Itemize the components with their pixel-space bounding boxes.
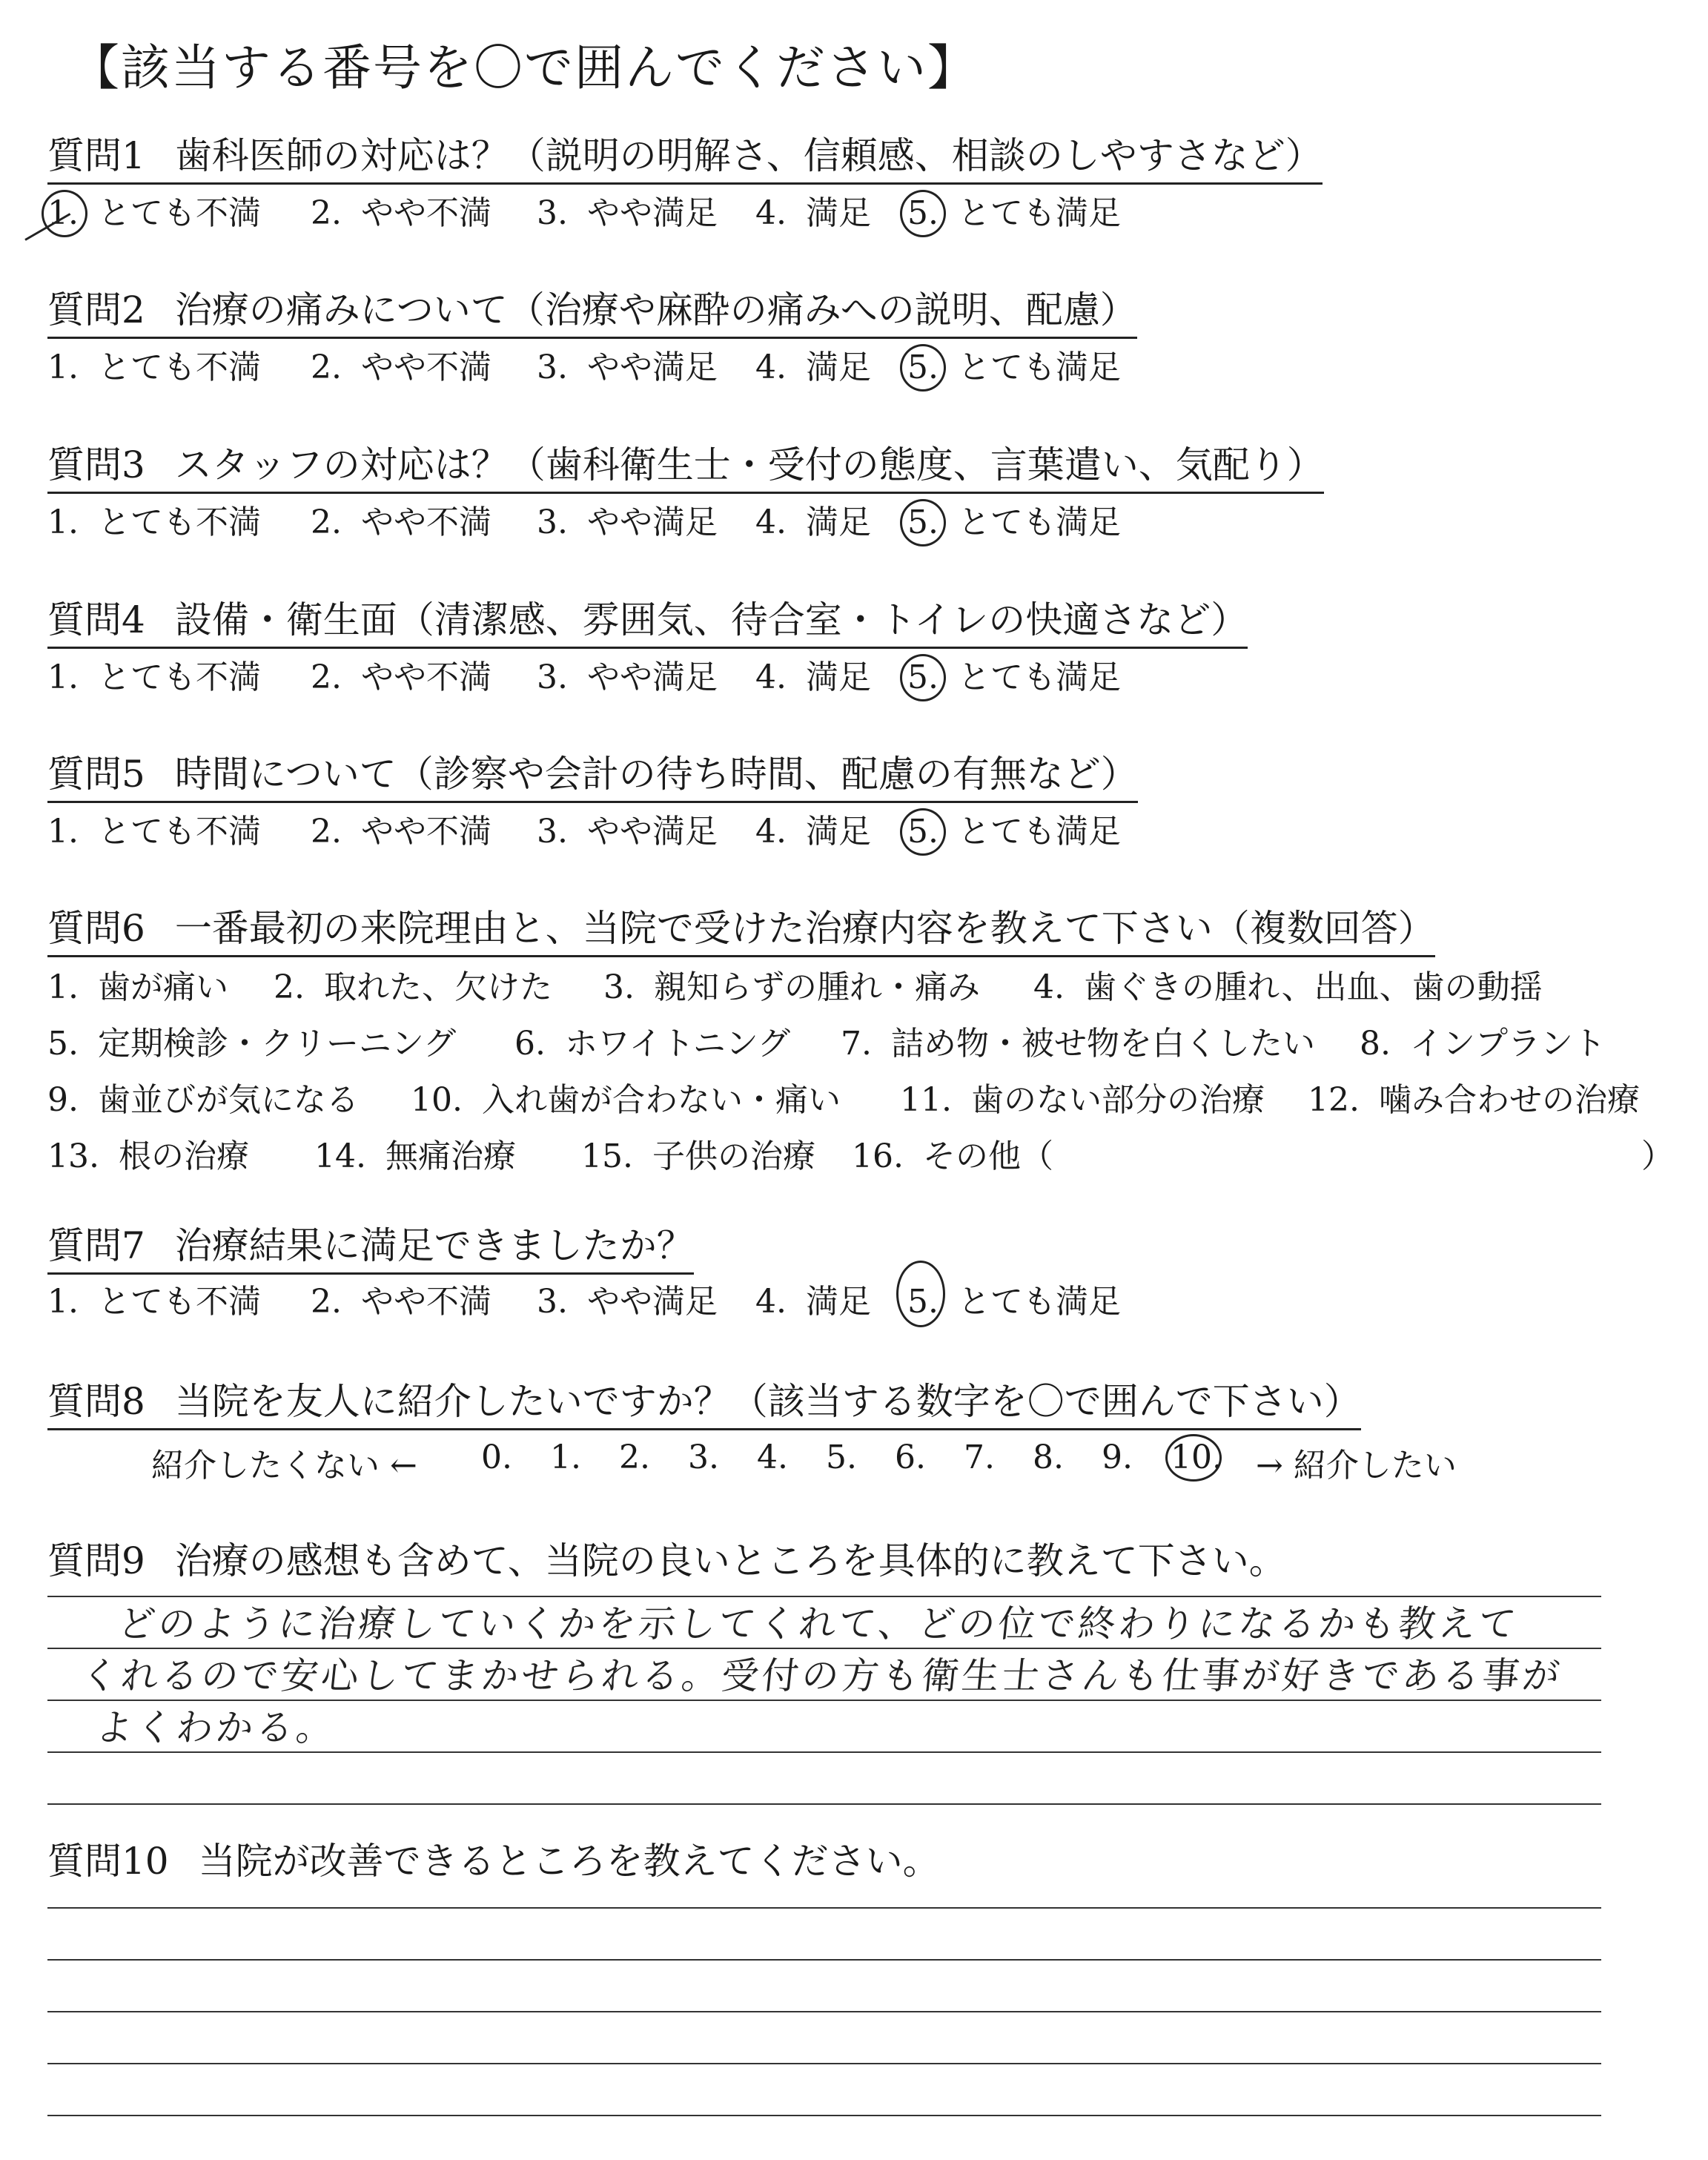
question-4-heading — [47, 598, 1248, 649]
answer-line — [47, 1907, 1601, 1909]
q6-option-5[interactable]: 5. 定期検診・クリーニング — [47, 1025, 457, 1063]
q1-option-2[interactable]: 2. やや不満 — [311, 194, 491, 232]
question-8-heading — [47, 1379, 1361, 1430]
question-number: 質問8 — [47, 1380, 145, 1423]
question-number: 質問7 — [47, 1224, 145, 1267]
q7-option-5[interactable]: 5. とても満足 — [907, 1283, 1121, 1321]
q7-option-4[interactable]: 4. 満足 — [755, 1283, 871, 1321]
q6-option-13[interactable]: 13. 根の治療 — [47, 1137, 249, 1175]
question-number: 質問6 — [47, 907, 145, 950]
question-8 — [47, 1379, 1361, 1430]
question-10 — [47, 1839, 940, 1888]
q4-option-3[interactable]: 3. やや満足 — [537, 658, 718, 696]
q4-option-2[interactable]: 2. やや不満 — [311, 658, 491, 696]
q1-option-5[interactable]: 5. とても満足 — [907, 194, 1121, 232]
q7-option-1[interactable]: 1. とても不満 — [47, 1283, 261, 1321]
q3-options — [47, 503, 1159, 548]
scale-option-1[interactable]: 1. — [550, 1439, 581, 1476]
scale-option-0[interactable]: 0. — [481, 1439, 512, 1476]
question-10-heading — [47, 1839, 940, 1888]
question-9-heading — [47, 1539, 1286, 1588]
q6-option-8[interactable]: 8. インプラント — [1360, 1025, 1606, 1063]
question-text: スタッフの対応は？（歯科衛生士・受付の態度、言葉遣い、気配り） — [174, 443, 1324, 486]
question-2-heading — [47, 288, 1137, 339]
answer-line — [47, 2063, 1601, 2064]
q7-options — [47, 1283, 1159, 1327]
q1-options — [47, 194, 1159, 239]
scale-option-6[interactable]: 6. — [895, 1439, 926, 1476]
q6-other-close: ） — [1641, 1137, 1674, 1175]
q4-option-5[interactable]: 5. とても満足 — [907, 658, 1121, 696]
question-number: 質問3 — [47, 443, 145, 486]
q6-option-7[interactable]: 7. 詰め物・被せ物を白くしたい — [841, 1025, 1315, 1063]
selection-circle — [900, 190, 946, 237]
scale-right-label: → 紹介したい — [1256, 1447, 1457, 1484]
q6-options — [47, 968, 1674, 1206]
question-text: 歯科医師の対応は？（説明の明解さ、信頼感、相談のしやすさなど） — [174, 134, 1323, 177]
answer-line — [47, 1751, 1601, 1753]
handwritten-answer-line-3: よくわかる。 — [93, 1706, 339, 1749]
question-2 — [47, 288, 1137, 339]
question-5-heading — [47, 752, 1138, 803]
q1-option-1[interactable]: 1. とても不満 — [47, 194, 261, 232]
q3-option-2[interactable]: 2. やや不満 — [311, 503, 491, 541]
question-text: 治療結果に満足できましたか？ — [174, 1224, 694, 1267]
answer-line — [47, 1959, 1601, 1961]
q2-option-4[interactable]: 4. 満足 — [755, 349, 871, 386]
scale-option-4[interactable]: 4. — [757, 1439, 788, 1476]
q6-option-1[interactable]: 1. 歯が痛い — [47, 968, 228, 1006]
selection-circle — [900, 808, 946, 856]
q6-option-3[interactable]: 3. 親知らずの腫れ・痛み — [603, 968, 980, 1006]
q2-option-3[interactable]: 3. やや満足 — [537, 349, 718, 386]
question-number: 質問1 — [47, 134, 145, 177]
question-4 — [47, 598, 1248, 649]
question-6 — [47, 906, 1435, 957]
question-3-heading — [47, 443, 1324, 494]
question-9 — [47, 1539, 1286, 1588]
q5-options — [47, 813, 1159, 857]
question-number: 質問10 — [47, 1840, 169, 1883]
question-text: 一番最初の来院理由と、当院で受けた治療内容を教えて下さい（複数回答） — [174, 907, 1435, 950]
q7-option-2[interactable]: 2. やや不満 — [311, 1283, 491, 1321]
q6-option-4[interactable]: 4. 歯ぐきの腫れ、出血、歯の動揺 — [1033, 968, 1543, 1006]
q3-option-3[interactable]: 3. やや満足 — [537, 503, 718, 541]
q4-option-1[interactable]: 1. とても不満 — [47, 658, 261, 696]
q6-option-10[interactable]: 10. 入れ歯が合わない・痛い — [411, 1081, 841, 1119]
q8-scale — [47, 1439, 1604, 1483]
q1-option-4[interactable]: 4. 満足 — [755, 194, 871, 232]
q2-option-1[interactable]: 1. とても不満 — [47, 349, 261, 386]
q6-option-16[interactable]: 16. その他（ — [852, 1137, 1053, 1175]
answer-line — [47, 2011, 1601, 2012]
q6-option-6[interactable]: 6. ホワイトニング — [514, 1025, 791, 1063]
scale-option-8[interactable]: 8. — [1033, 1439, 1064, 1476]
q6-option-12[interactable]: 12. 噛み合わせの治療 — [1308, 1081, 1640, 1119]
crossed-out-circle — [42, 190, 87, 237]
q5-option-4[interactable]: 4. 満足 — [755, 813, 871, 851]
question-text: 当院を友人に紹介したいですか？（該当する数字を〇で囲んで下さい） — [174, 1380, 1361, 1423]
question-text: 治療の感想も含めて、当院の良いところを具体的に教えて下さい。 — [174, 1539, 1286, 1582]
question-text: 当院が改善できるところを教えてください。 — [198, 1840, 940, 1883]
question-1 — [47, 133, 1323, 185]
q4-options — [47, 658, 1159, 703]
question-1-heading — [47, 133, 1323, 185]
handwritten-answer-line-2: くれるので安心してまかせられる。受付の方も衛生士さんも仕事が好きである事が — [79, 1654, 1565, 1697]
selection-circle — [1165, 1434, 1222, 1482]
q6-option-9[interactable]: 9. 歯並びが気になる — [47, 1081, 359, 1119]
answer-line — [47, 1803, 1601, 1805]
q5-option-3[interactable]: 3. やや満足 — [537, 813, 718, 851]
scale-option-3[interactable]: 3. — [688, 1439, 719, 1476]
page-title: 【該当する番号を〇で囲んでください】 — [70, 39, 978, 96]
q3-option-4[interactable]: 4. 満足 — [755, 503, 871, 541]
q5-option-5[interactable]: 5. とても満足 — [907, 813, 1121, 851]
q6-option-2[interactable]: 2. 取れた、欠けた — [274, 968, 552, 1006]
question-7 — [47, 1223, 694, 1275]
q5-option-2[interactable]: 2. やや不満 — [311, 813, 491, 851]
q5-option-1[interactable]: 1. とても不満 — [47, 813, 261, 851]
scale-option-7[interactable]: 7. — [964, 1439, 995, 1476]
q1-option-3[interactable]: 3. やや満足 — [537, 194, 718, 232]
question-text: 治療の痛みについて（治療や麻酔の痛みへの説明、配慮） — [174, 288, 1137, 331]
q2-option-2[interactable]: 2. やや不満 — [311, 349, 491, 386]
question-6-heading — [47, 906, 1435, 957]
answer-line — [47, 2115, 1601, 2116]
question-7-heading — [47, 1223, 694, 1275]
question-number: 質問4 — [47, 598, 145, 641]
question-3 — [47, 443, 1324, 494]
scale-option-2[interactable]: 2. — [619, 1439, 650, 1476]
q6-option-14[interactable]: 14. 無痛治療 — [314, 1137, 516, 1175]
handwritten-answer-line-1: どのように治療していくかを示してくれて、どの位で終わりになるかも教えて — [116, 1602, 1521, 1645]
scale-left-label: 紹介したくない ← — [151, 1447, 417, 1484]
question-number: 質問5 — [47, 753, 145, 796]
q6-option-11[interactable]: 11. 歯のない部分の治療 — [900, 1081, 1265, 1119]
q4-option-4[interactable]: 4. 満足 — [755, 658, 871, 696]
question-number: 質問9 — [47, 1539, 145, 1582]
selection-circle — [900, 499, 946, 546]
selection-circle — [896, 1261, 945, 1327]
q2-option-5[interactable]: 5. とても満足 — [907, 349, 1121, 386]
selection-circle — [900, 654, 946, 701]
question-number: 質問2 — [47, 288, 145, 331]
q3-option-1[interactable]: 1. とても不満 — [47, 503, 261, 541]
scale-option-5[interactable]: 5. — [826, 1439, 857, 1476]
question-5 — [47, 752, 1138, 803]
q2-options — [47, 349, 1159, 393]
scale-option-9[interactable]: 9. — [1102, 1439, 1133, 1476]
q6-option-15[interactable]: 15. 子供の治療 — [581, 1137, 815, 1175]
scale-option-10[interactable]: 10. — [1171, 1439, 1222, 1476]
q3-option-5[interactable]: 5. とても満足 — [907, 503, 1121, 541]
selection-circle — [900, 344, 946, 392]
question-text: 時間について（診察や会計の待ち時間、配慮の有無など） — [174, 753, 1138, 796]
question-text: 設備・衛生面（清潔感、雰囲気、待合室・トイレの快適さなど） — [174, 598, 1248, 641]
q7-option-3[interactable]: 3. やや満足 — [537, 1283, 718, 1321]
